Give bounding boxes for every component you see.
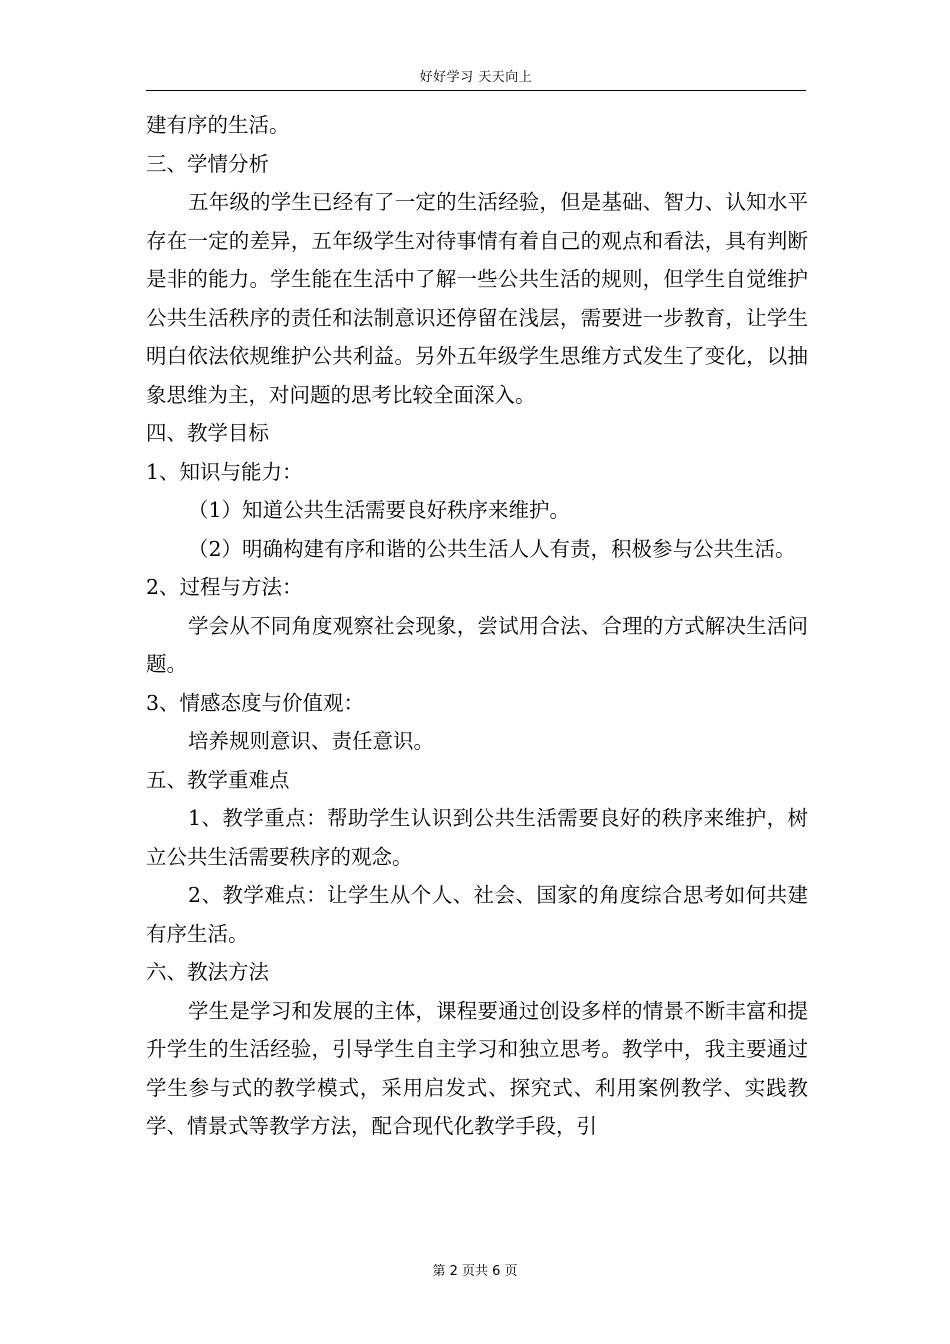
page-number-footer: 第 2 页共 6 页	[432, 1264, 518, 1279]
page-header: 好好学习 天天向上	[146, 66, 806, 91]
paragraph-difficult-point: 2、教学难点：让学生从个人、社会、国家的角度综合思考如何共建有序生活。	[146, 883, 808, 946]
paragraph-teaching-methods: 学生是学习和发展的主体，课程要通过创设多样的情景不断丰富和提升学生的生活经验，引导学生自主学习和独立思考。教学中，我主要通过学生参与式的教学模式，采用启发式、探究式、利用案例教学、实践教学、情景式等教学方法，配合现代化教学手段，引	[146, 998, 808, 1138]
document-body	[146, 106, 808, 1146]
paragraph-key-point: 1、教学重点：帮助学生认识到公共生活需要良好的秩序来维护，树立公共生活需要秩序的观念。	[146, 806, 808, 869]
section-heading-key-points: 五、教学重难点	[146, 767, 290, 792]
subheading-process-method: 2、过程与方法：	[146, 575, 303, 599]
section-heading-teaching-methods: 六、教法方法	[146, 960, 269, 984]
goal-item-2: （2）明确构建有序和谐的公共生活人人有责，积极参与公共生活。	[188, 536, 796, 561]
paragraph-attitude-values: 培养规则意识、责任意识。	[188, 729, 434, 753]
section-heading-teaching-goals: 四、教学目标	[146, 421, 269, 445]
goal-item-1: （1）知道公共生活需要良好秩序来维护。	[188, 498, 571, 522]
subheading-knowledge-ability: 1、知识与能力：	[146, 459, 303, 484]
paragraph-process-method: 学会从不同角度观察社会现象，尝试用合法、合理的方式解决生活问题。	[146, 613, 808, 676]
subheading-attitude-values: 3、情感态度与价值观：	[146, 690, 365, 715]
paragraph-student-analysis: 五年级的学生已经有了一定的生活经验，但是基础、智力、认知水平存在一定的差异，五年级学生对待事情有着自己的观点和看法，具有判断是非的能力。学生能在生活中了解一些公共生活的规则，但学生自觉维护公共生活秩序的责任和法制意识还停留在浅层，需要进一步教育，让学生明白依法依规维护公共利益。另外五年级学生思维方式发生了变化，以抽象思维为主，对问题的思考比较全面深入。	[146, 190, 808, 407]
paragraph-continuation: 建有序的生活。	[146, 113, 290, 137]
section-heading-student-analysis: 三、学情分析	[146, 151, 269, 176]
